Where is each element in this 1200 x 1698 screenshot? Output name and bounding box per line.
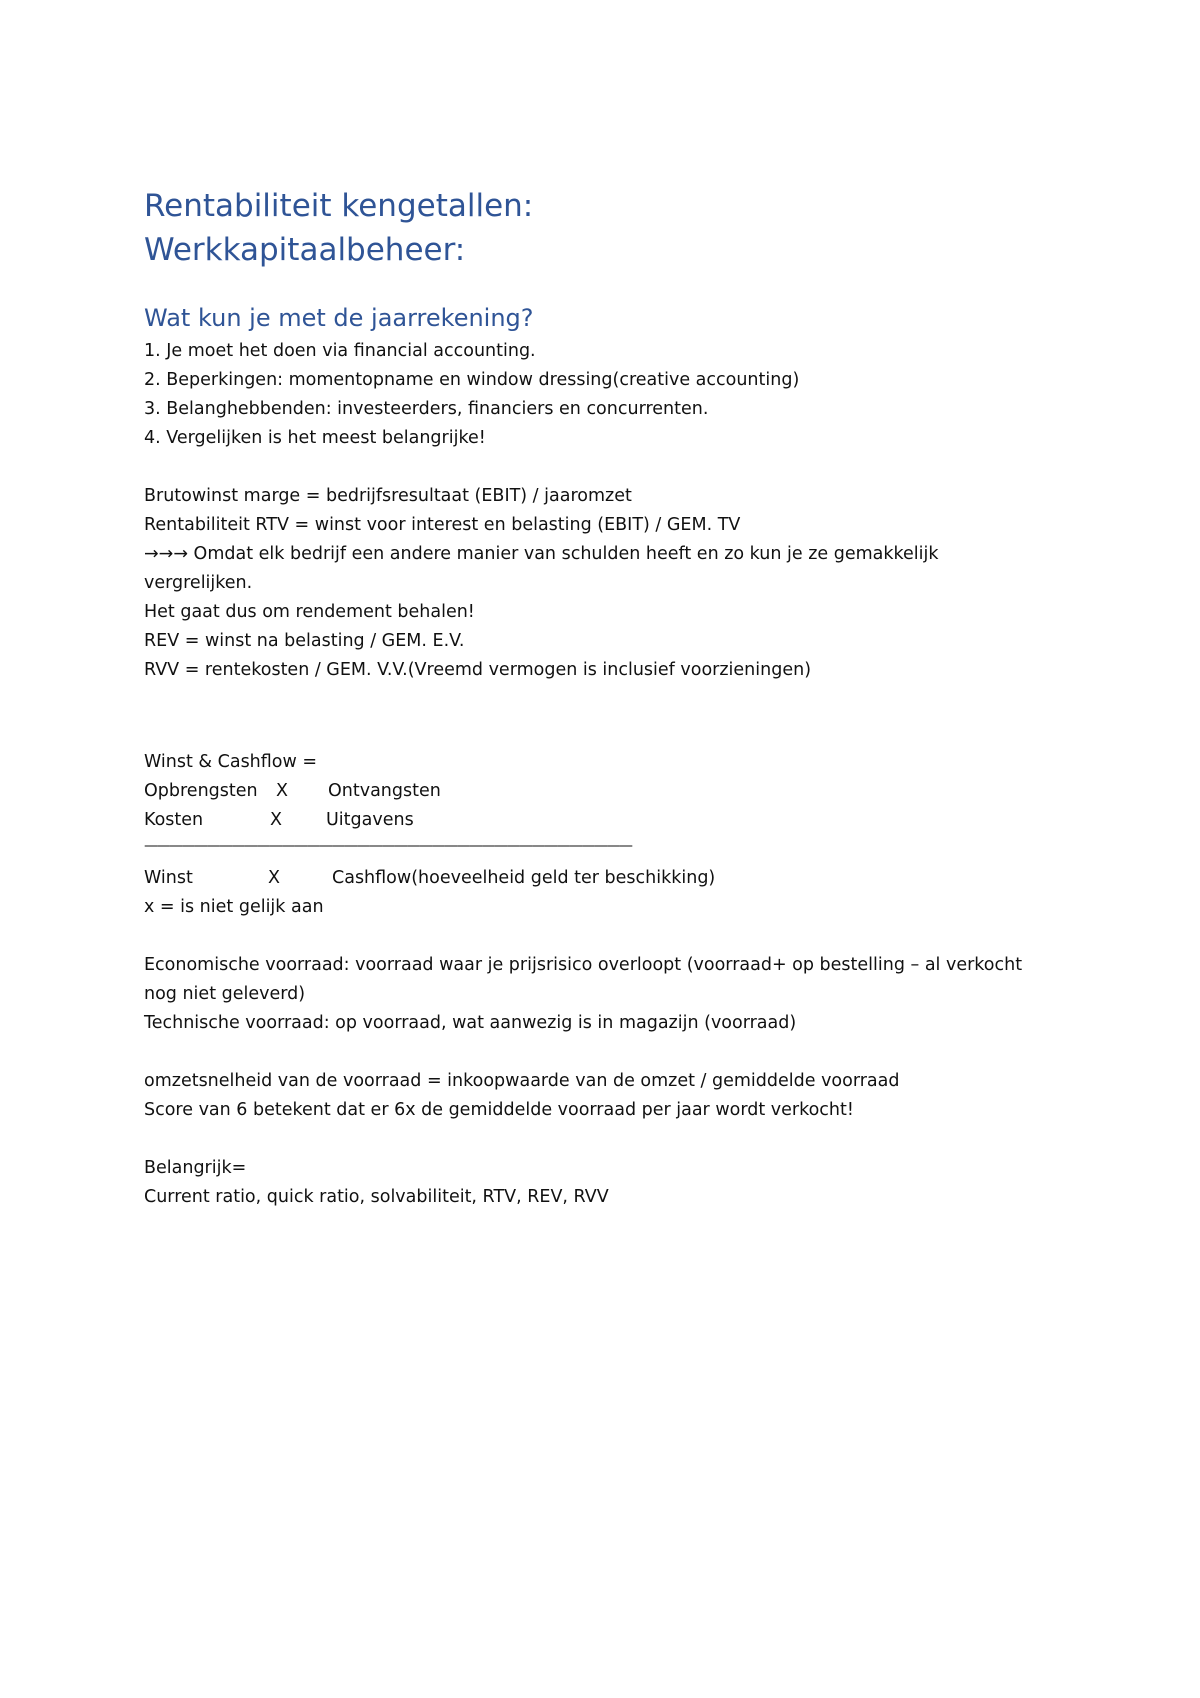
voorraad-economisch-cont: nog niet geleverd)	[144, 984, 306, 1004]
cashflow-row-kosten	[144, 808, 744, 832]
voorraad-technisch: Technische voorraad: op voorraad, wat aanwezig is in magazijn (voorraad)	[144, 1013, 797, 1033]
ratio-line-rvv: RVV = rentekosten / GEM. V.V.(Vreemd vermogen is inclusief voorzieningen)	[144, 660, 812, 680]
section-heading: Wat kun je met de jaarrekening?	[144, 304, 534, 332]
numbered-item-2: 2. Beperkingen: momentopname en window dressing(creative accounting)	[144, 370, 800, 390]
omzetsnelheid-formula: omzetsnelheid van de voorraad = inkoopwaarde van de omzet / gemiddelde voorraad	[144, 1071, 900, 1091]
cashflow-row-opbrengsten	[144, 779, 744, 803]
omzetsnelheid-score: Score van 6 betekent dat er 6x de gemiddelde voorraad per jaar wordt verkocht!	[144, 1100, 854, 1120]
cashflow-row3-right: Cashflow(hoeveelheid geld ter beschikking)	[332, 868, 716, 888]
cashflow-row1-right: Ontvangsten	[328, 781, 441, 801]
cashflow-row2-left: Kosten	[144, 810, 204, 830]
cashflow-row3-left: Winst	[144, 868, 193, 888]
title-line-1: Rentabiliteit kengetallen:	[144, 188, 534, 224]
title-line-2: Werkkapitaalbeheer:	[144, 232, 466, 268]
ratio-line-rev: REV = winst na belasting / GEM. E.V.	[144, 631, 465, 651]
belangrijk-label: Belangrijk=	[144, 1158, 247, 1178]
cashflow-row-winst	[144, 866, 844, 890]
cashflow-row3-mid: X	[268, 868, 280, 888]
numbered-item-3: 3. Belanghebbenden: investeerders, financiers en concurrenten.	[144, 399, 709, 419]
ratio-line-brutowinst: Brutowinst marge = bedrijfsresultaat (EBIT) / jaaromzet	[144, 486, 632, 506]
numbered-item-4: 4. Vergelijken is het meest belangrijke!	[144, 428, 486, 448]
belangrijk-list: Current ratio, quick ratio, solvabiliteit, RTV, REV, RVV	[144, 1187, 609, 1207]
cashflow-row2-mid: X	[270, 810, 282, 830]
cashflow-row1-left: Opbrengsten	[144, 781, 258, 801]
ratio-line-rtv: Rentabiliteit RTV = winst voor interest en belasting (EBIT) / GEM. TV	[144, 515, 741, 535]
ratio-line-explanation-cont: vergrelijken.	[144, 573, 253, 593]
cashflow-row1-mid: X	[276, 781, 288, 801]
numbered-item-1: 1. Je moet het doen via financial accounting.	[144, 341, 536, 361]
ratio-line-explanation: →→→ Omdat elk bedrijf een andere manier van schulden heeft en zo kun je ze gemakkelijk	[144, 544, 939, 564]
ratio-line-rendement: Het gaat dus om rendement behalen!	[144, 602, 475, 622]
cashflow-header: Winst & Cashflow =	[144, 752, 318, 772]
voorraad-economisch: Economische voorraad: voorraad waar je prijsrisico overloopt (voorraad+ op bestelling – al verkocht	[144, 955, 1023, 975]
cashflow-note: x = is niet gelijk aan	[144, 897, 324, 917]
cashflow-row2-right: Uitgavens	[326, 810, 414, 830]
cashflow-divider: ———————————————————————————————————————	[144, 838, 632, 854]
